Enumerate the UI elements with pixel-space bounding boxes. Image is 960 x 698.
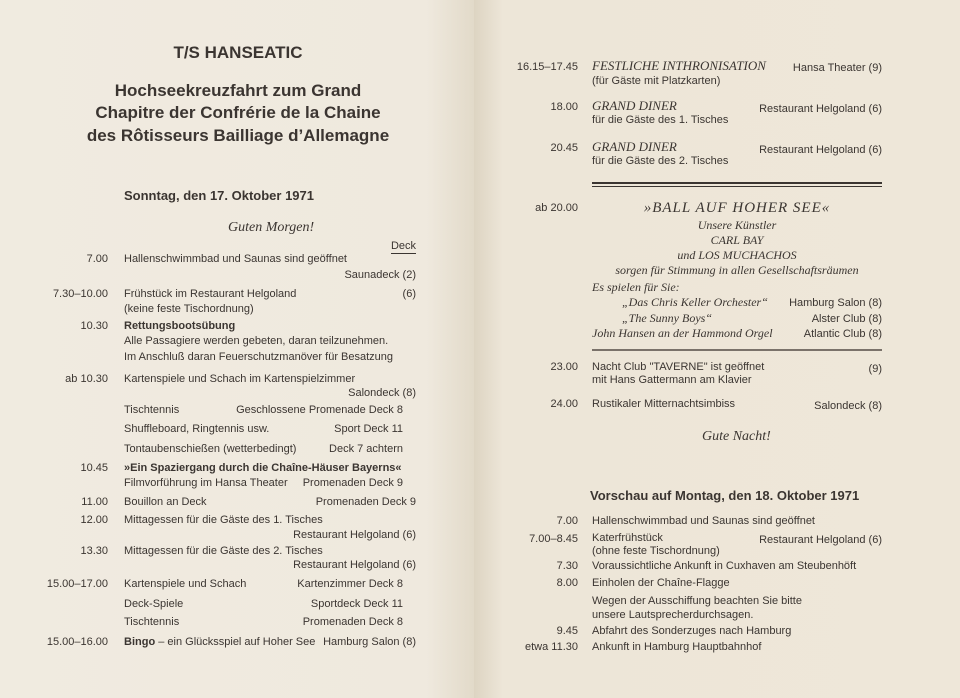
band-venue: Atlantic Club (8) [803,328,882,340]
time: 11.00 [81,496,108,508]
time: 7.30–10.00 [52,288,108,300]
time: 12.00 [80,514,108,526]
location: Sport Deck 11 [334,423,403,435]
location: Saunadeck (2) [344,269,416,281]
time: 7.00 [86,253,108,265]
event-note: unsere Lautsprecherdurchsagen. [592,609,754,621]
location: Promenaden Deck 8 [302,616,403,628]
ball-line: CARL BAY [710,233,764,247]
time: 7.00–8.45 [529,533,578,545]
time: 7.30 [556,560,578,572]
greeting: Guten Morgen! [228,220,315,235]
deck-header: Deck [390,240,416,252]
heading-line: Hochseekreuzfahrt zum Grand [114,81,362,100]
bands-intro: Es spielen für Sie: [592,280,680,294]
location: Sportdeck Deck 11 [310,598,403,610]
location: Promenaden Deck 9 [302,477,403,489]
location: (9) [868,363,882,375]
preview-heading: Vorschau auf Montag, den 18. Oktober 1971 [590,488,860,503]
location: Salondeck (8) [348,387,416,399]
location: Hamburg Salon (8) [323,636,416,648]
event: GRAND DINER [592,139,677,154]
event: Voraussichtliche Ankunft in Cuxhaven am Steubenhöft [592,560,857,572]
time: 20.45 [550,142,578,154]
location: Restaurant Helgoland (6) [759,534,882,546]
location: Deck 7 achtern [329,443,403,455]
event: Hallenschwimmbad und Saunas sind geöffnet [592,515,815,527]
event: »Ein Spaziergang durch die Chaîne-Häuser Bayerns« [124,462,402,474]
event: Rettungsbootsübung [124,320,236,332]
location: Hansa Theater (9) [792,62,882,74]
event-note: Filmvorführung im Hansa Theater [124,477,288,489]
location: Promenaden Deck 9 [315,496,416,508]
event-bold: Bingo [124,636,156,648]
ball-line: sorgen für Stimmung in allen Gesellschaftsräumen [615,263,859,277]
divider [592,186,882,187]
date-heading: Sonntag, den 17. Oktober 1971 [124,188,314,203]
event-note: für die Gäste des 1. Tisches [592,114,729,126]
location: Restaurant Helgoland (6) [293,559,416,571]
event: GRAND DINER [592,98,677,113]
location: (6) [402,288,416,300]
event: Bouillon an Deck [124,496,207,508]
location: Salondeck (8) [814,400,882,412]
time: 10.45 [80,462,108,474]
event: Tontaubenschießen (wetterbedingt) [124,443,297,455]
band-name: „Das Chris Keller Orchester“ [622,295,768,309]
event: Deck-Spiele [124,598,184,610]
divider [592,349,882,351]
event: Nacht Club "TAVERNE" ist geöffnet [592,361,765,373]
time: 16.15–17.45 [516,61,578,73]
ball-line: Unsere Künstler [697,218,777,232]
time: 23.00 [550,361,578,373]
band-name: John Hansen an der Hammond Orgel [592,326,773,340]
event-note: (für Gäste mit Platzkarten) [592,75,721,87]
time: 9.45 [556,625,578,637]
location: Restaurant Helgoland (6) [759,103,882,115]
event-note: (keine feste Tischordnung) [124,303,254,315]
event: Tischtennis [124,404,180,416]
event: Kartenspiele und Schach [124,578,247,590]
time: 15.00–17.00 [46,578,108,590]
time: 7.00 [556,515,578,527]
time: ab 10.30 [65,373,108,385]
event: Rustikaler Mitternachtsimbiss [592,398,736,410]
event: Ankunft in Hamburg Hauptbahnhof [592,641,762,653]
event-note: mit Hans Gattermann am Klavier [592,374,752,386]
band-venue: Alster Club (8) [811,313,882,325]
location: Kartenzimmer Deck 8 [297,578,403,590]
event: Tischtennis [124,616,180,628]
band-name: „The Sunny Boys“ [622,311,712,325]
event: Mittagessen für die Gäste des 2. Tisches [124,545,323,557]
time: 15.00–16.00 [46,636,108,648]
event-rest: – ein Glücksspiel auf Hoher See [155,636,316,648]
divider [592,182,882,184]
band-venue: Hamburg Salon (8) [789,297,882,309]
ball-line: und LOS MUCHACHOS [677,248,797,262]
goodnight: Gute Nacht! [702,429,771,444]
time: ab 20.00 [535,202,578,214]
event: Kartenspiele und Schach im Kartenspielzimmer [124,373,356,385]
event [124,635,315,649]
event: Wegen der Ausschiffung beachten Sie bitte [592,595,802,607]
location: Restaurant Helgoland (6) [759,144,882,156]
event-note: (ohne feste Tischordnung) [592,545,720,557]
location: Restaurant Helgoland (6) [293,529,416,541]
ball-title: »BALL AUF HOHER SEE« [643,200,831,216]
event: Mittagessen für die Gäste des 1. Tisches [124,514,323,526]
heading-line: des Rôtisseurs Bailliage d’Allemagne [86,126,390,145]
event: FESTLICHE INTHRONISATION [592,58,766,73]
event: Hallenschwimmbad und Saunas sind geöffnet [124,253,347,265]
location: Geschlossene Promenade Deck 8 [236,404,403,416]
ship-name: T/S HANSEATIC [173,43,303,62]
time: 24.00 [550,398,578,410]
event: Einholen der Chaîne-Flagge [592,577,730,589]
event: Frühstück im Restaurant Helgoland [124,288,297,300]
heading-line: Chapitre der Confrérie de la Chaine [95,103,381,122]
event: Abfahrt des Sonderzuges nach Hamburg [592,625,792,637]
time: 13.30 [80,545,108,557]
event: Shuffleboard, Ringtennis usw. [124,423,270,435]
time: 10.30 [80,320,108,332]
event: Katerfrühstück [592,532,663,544]
event-note: für die Gäste des 2. Tisches [592,155,729,167]
time: etwa 11.30 [524,641,578,653]
event-note: Alle Passagiere werden gebeten, daran teilzunehmen. [124,335,389,347]
event-note: Im Anschluß daran Feuerschutzmanöver für Besatzung [124,351,394,363]
time: 8.00 [556,577,578,589]
time: 18.00 [550,101,578,113]
